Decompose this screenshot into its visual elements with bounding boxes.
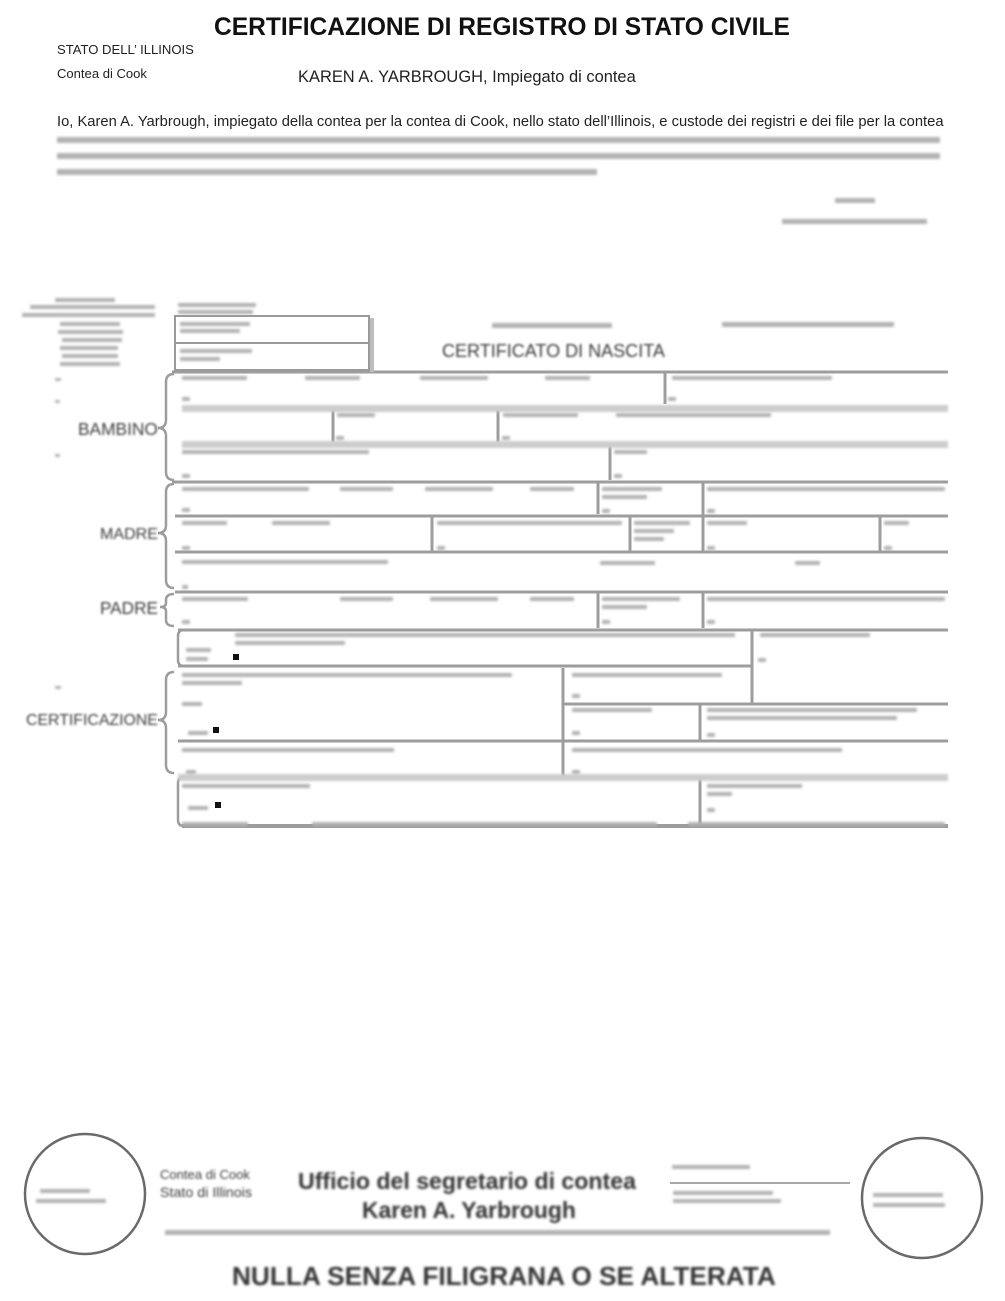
blurred-text — [572, 748, 842, 752]
blurred-text — [182, 487, 309, 491]
blurred-text — [572, 731, 580, 735]
checked-box — [233, 654, 239, 660]
blurred-text — [235, 641, 345, 645]
blurred-text — [602, 605, 647, 609]
blurred-text — [182, 748, 394, 752]
blurred-text — [182, 597, 248, 601]
blurred-text — [180, 349, 252, 353]
blurred-text — [672, 1165, 750, 1169]
blurred-text — [572, 708, 652, 712]
blurred-text — [707, 784, 802, 788]
blurred-text — [60, 362, 120, 366]
blurred-text — [182, 397, 190, 401]
blurred-text — [873, 1203, 945, 1207]
clerk-name: Karen A. Yarbrough — [362, 1197, 576, 1223]
blurred-text — [182, 620, 190, 624]
blurred-text — [180, 357, 220, 361]
form-heading: CERTIFICATO DI NASCITA — [442, 341, 665, 361]
blurred-text — [600, 561, 655, 565]
blurred-text — [182, 702, 202, 706]
blurred-text — [58, 330, 123, 334]
blurred-text — [530, 597, 574, 601]
county-seal-right — [862, 1138, 982, 1258]
blurred-text — [707, 733, 715, 737]
blurred-text — [57, 169, 597, 175]
blurred-text — [707, 546, 715, 550]
blurred-text — [530, 487, 574, 491]
section-child: BAMBINO — [78, 419, 158, 439]
blurred-text — [188, 806, 208, 810]
blurred-text — [873, 1193, 943, 1197]
blurred-text — [336, 436, 344, 440]
blurred-text — [312, 822, 657, 826]
blurred-text — [758, 658, 766, 662]
blurred-text — [55, 454, 60, 457]
blurred-text — [305, 376, 360, 380]
field-band — [178, 774, 948, 781]
blurred-text — [55, 400, 60, 403]
blurred-text — [707, 597, 945, 601]
blurred-text — [180, 329, 240, 333]
field-band — [182, 441, 948, 448]
blurred-text — [707, 509, 715, 513]
blurred-text — [186, 770, 196, 774]
blurred-text — [57, 153, 940, 159]
blurred-text — [673, 1191, 773, 1195]
blurred-text — [707, 487, 945, 491]
blurred-text — [178, 303, 256, 307]
blurred-text — [614, 450, 647, 454]
blurred-text — [62, 338, 122, 342]
checked-box — [213, 727, 219, 733]
blurred-text — [182, 673, 512, 677]
blurred-text — [178, 310, 253, 314]
blurred-text — [182, 784, 310, 788]
blurred-text — [673, 1199, 781, 1203]
blurred-text — [602, 487, 662, 491]
blurred-text — [420, 376, 488, 380]
blurred-text — [30, 305, 155, 309]
blurred-text — [182, 474, 190, 478]
blurred-text — [235, 633, 735, 637]
blurred-text — [182, 508, 190, 512]
section-certification: CERTIFICAZIONE — [26, 712, 158, 729]
footer-county: Contea di Cook — [160, 1167, 250, 1182]
blurred-text — [707, 792, 732, 796]
blurred-text — [425, 487, 493, 491]
blurred-text — [572, 694, 580, 698]
blurred-text — [182, 546, 190, 550]
bracket-child — [158, 374, 174, 480]
blurred-text — [722, 322, 894, 327]
blurred-text — [668, 397, 676, 401]
blurred-text — [707, 808, 715, 812]
blurred-text — [62, 354, 118, 358]
blurred-text — [182, 560, 388, 564]
blurred-text — [182, 450, 369, 454]
blurred-text — [55, 378, 61, 381]
blurred-text — [40, 1189, 90, 1193]
blurred-text — [602, 509, 610, 513]
blurred-text — [707, 716, 897, 720]
blurred-text — [182, 376, 247, 380]
clerk-office: Ufficio del segretario di contea — [298, 1168, 636, 1194]
blurred-text — [782, 219, 927, 224]
clerk-heading: KAREN A. YARBROUGH, Impiegato di contea — [298, 68, 636, 86]
blurred-text — [707, 620, 715, 624]
bracket-father — [160, 594, 174, 626]
bracket-certification — [158, 672, 174, 773]
blurred-text — [437, 521, 622, 525]
blurred-text — [616, 413, 771, 417]
blurred-text — [272, 521, 330, 525]
state-label: STATO DELL’ ILLINOIS — [57, 42, 194, 57]
blurred-text — [572, 673, 722, 677]
blurred-text — [634, 521, 690, 525]
blurred-text — [182, 521, 227, 525]
blurred-text — [672, 376, 832, 380]
blurred-text — [188, 731, 208, 735]
checked-box — [215, 802, 221, 808]
blurred-text — [614, 474, 622, 478]
blurred-text — [60, 322, 120, 326]
blurred-text — [602, 620, 610, 624]
attestation-first-line: Io, Karen A. Yarbrough, impiegato della contea per la contea di Cook, nello stato dell’Illinois, e custode dei registri e dei file per la contea — [57, 114, 944, 130]
blurred-text — [795, 561, 820, 565]
blurred-text — [186, 657, 208, 661]
blurred-text — [835, 198, 875, 203]
blurred-text — [55, 298, 115, 302]
blurred-text — [502, 436, 510, 440]
document-title: CERTIFICAZIONE DI REGISTRO DI STATO CIVILE — [214, 14, 790, 41]
blurred-text — [492, 323, 612, 328]
county-label: Contea di Cook — [57, 66, 147, 81]
blurred-text — [602, 597, 680, 601]
county-seal-left — [25, 1134, 145, 1254]
blurred-text — [165, 1230, 830, 1235]
bracket-attendant — [178, 630, 184, 666]
blurred-text — [760, 633, 870, 637]
blurred-text — [340, 487, 393, 491]
blurred-text — [182, 585, 188, 589]
blurred-text — [57, 137, 940, 143]
blurred-text — [55, 686, 61, 689]
blurred-text — [337, 413, 375, 417]
blurred-text — [707, 521, 747, 525]
blurred-text — [340, 597, 393, 601]
blurred-text — [186, 648, 211, 652]
blurred-text — [634, 529, 674, 533]
blurred-text — [634, 537, 664, 541]
blurred-text — [36, 1199, 106, 1203]
bracket-mother — [158, 484, 174, 588]
footer-state: Stato di Illinois — [160, 1185, 252, 1201]
section-mother: MADRE — [100, 525, 158, 543]
blurred-text — [437, 546, 445, 550]
section-father: PADRE — [100, 598, 158, 618]
blurred-text — [545, 376, 590, 380]
blurred-text — [503, 413, 578, 417]
blurred-text — [180, 322, 250, 326]
blurred-text — [22, 313, 155, 317]
blurred-text — [884, 546, 892, 550]
blurred-text — [688, 822, 945, 826]
watermark-warning: NULLA SENZA FILIGRANA O SE ALTERATA — [232, 1261, 776, 1291]
blurred-text — [182, 681, 242, 685]
blurred-text — [707, 708, 917, 712]
blurred-text — [60, 346, 118, 350]
blurred-text — [884, 521, 909, 525]
blurred-text — [602, 495, 647, 499]
field-band — [182, 405, 948, 412]
blurred-text — [182, 822, 248, 826]
blurred-text — [572, 770, 580, 774]
blurred-text — [430, 597, 498, 601]
